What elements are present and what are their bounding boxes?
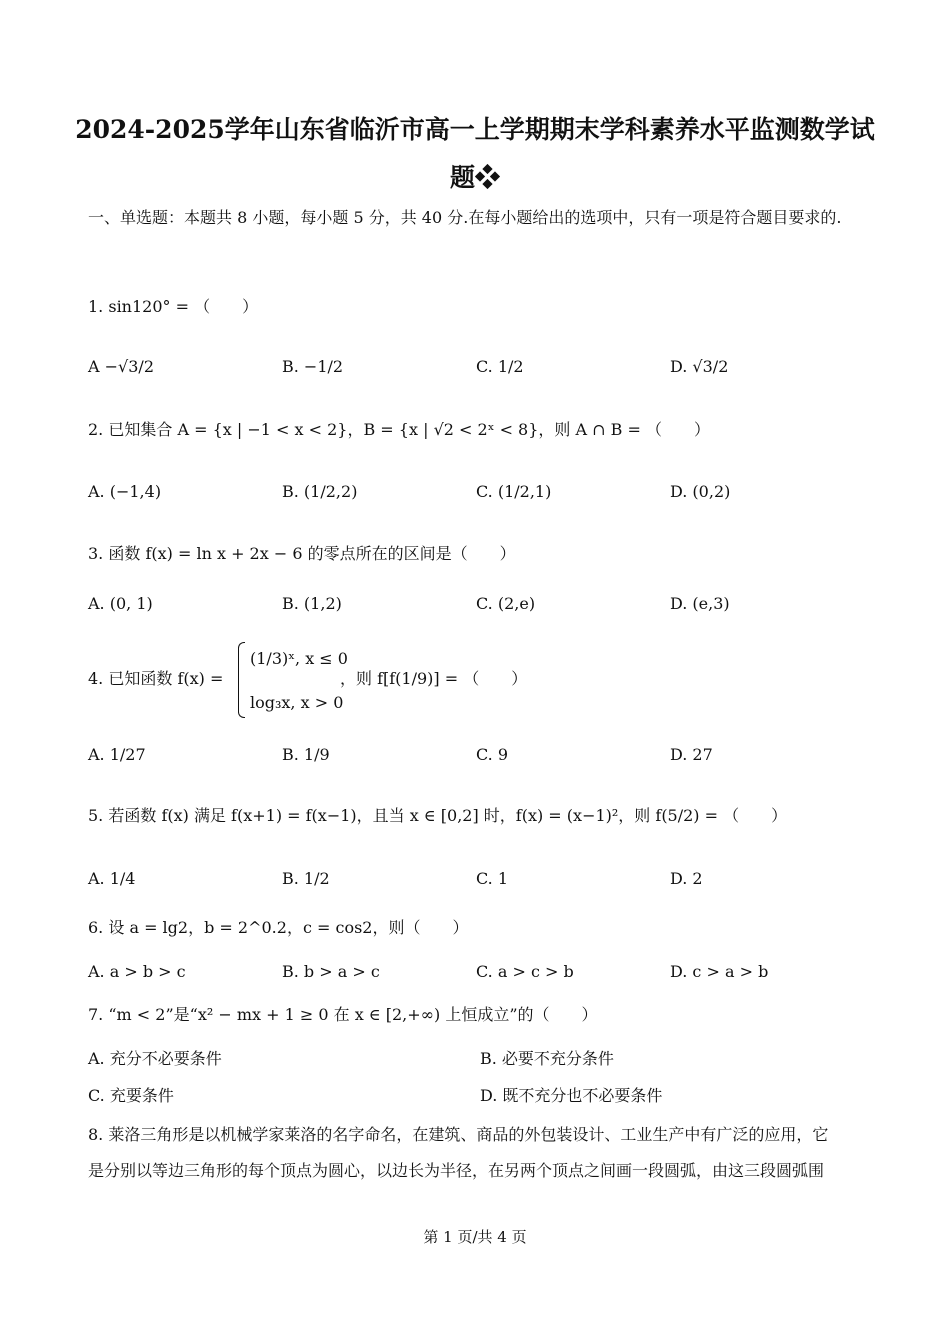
page-footer: 第 1 页/共 4 页	[423, 1228, 527, 1246]
q5-option-a: A. 1/4	[88, 869, 136, 888]
q3-option-a: A. (0, 1)	[88, 594, 153, 613]
question-4-prefix: 4. 已知函数 f(x) =	[88, 669, 224, 688]
question-8-line2: 是分别以等边三角形的每个顶点为圆心，以边长为半径，在另两个顶点之间画一段圆弧，由这三段圆弧围	[88, 1161, 825, 1180]
q4-option-d: D. 27	[670, 745, 713, 764]
q5-option-b: B. 1/2	[282, 869, 330, 888]
q5-option-d: D. 2	[670, 869, 703, 888]
question-7-stem: 7. “m < 2”是“x² − mx + 1 ≥ 0 在 x ∈ [2,+∞) 上恒成立”的（ ）	[88, 1005, 598, 1024]
q7-option-b: B. 必要不充分条件	[480, 1049, 614, 1068]
q7-option-c: C. 充要条件	[88, 1086, 174, 1105]
q3-option-c: C. (2,e)	[476, 594, 536, 613]
question-6-stem: 6. 设 a = lg2，b = 2^0.2，c = cos2，则（ ）	[88, 918, 469, 937]
q2-option-a: A. (−1,4)	[88, 482, 162, 501]
q4-option-c: C. 9	[476, 745, 509, 764]
q1-option-c: C. 1/2	[476, 357, 524, 376]
q4-option-a: A. 1/27	[88, 745, 146, 764]
question-3-stem: 3. 函数 f(x) = ln x + 2x − 6 的零点所在的区间是（ ）	[88, 544, 516, 563]
q6-option-a: A. a > b > c	[88, 962, 186, 981]
question-8-line1: 8. 莱洛三角形是以机械学家莱洛的名字命名，在建筑、商品的外包装设计、工业生产中有广泛的应用，它	[88, 1125, 829, 1144]
q6-option-b: B. b > a > c	[282, 962, 380, 981]
piecewise-brace	[238, 642, 245, 718]
q5-option-c: C. 1	[476, 869, 509, 888]
q1-option-b: B. −1/2	[282, 357, 344, 376]
question-2-stem: 2. 已知集合 A = {x | −1 < x < 2}，B = {x | √2 < 2ˣ < 8}，则 A ∩ B = （ ）	[88, 420, 710, 439]
q2-option-d: D. (0,2)	[670, 482, 731, 501]
question-4-suffix: ，则 f[f(1/9)] = （ ）	[340, 669, 528, 688]
q3-option-b: B. (1,2)	[282, 594, 342, 613]
q4-case-2: log₃x, x > 0	[250, 693, 344, 712]
q6-option-c: C. a > c > b	[476, 962, 574, 981]
q2-option-c: C. (1/2,1)	[476, 482, 552, 501]
question-5-stem: 5. 若函数 f(x) 满足 f(x+1) = f(x−1)，且当 x ∈ [0,2] 时，f(x) = (x−1)²，则 f(5/2) = （ ）	[88, 806, 788, 825]
exam-title-line2: 题❖	[449, 163, 500, 192]
exam-title-line1: 2024-2025学年山东省临沂市高一上学期期末学科素养水平监测数学试	[75, 115, 875, 144]
q6-option-d: D. c > a > b	[670, 962, 769, 981]
q2-option-b: B. (1/2,2)	[282, 482, 358, 501]
question-1-stem: 1. sin120° = （ ）	[88, 297, 259, 316]
q1-option-a: A −√3/2	[88, 357, 154, 376]
q7-option-d: D. 既不充分也不必要条件	[480, 1086, 663, 1105]
q7-option-a: A. 充分不必要条件	[88, 1049, 222, 1068]
q1-option-d: D. √3/2	[670, 357, 729, 376]
q4-option-b: B. 1/9	[282, 745, 330, 764]
q4-case-1: (1/3)ˣ, x ≤ 0	[250, 649, 348, 668]
section-heading: 一、单选题：本题共 8 小题，每小题 5 分，共 40 分.在每小题给出的选项中，只有一项是符合题目要求的.	[88, 208, 842, 227]
q3-option-d: D. (e,3)	[670, 594, 730, 613]
